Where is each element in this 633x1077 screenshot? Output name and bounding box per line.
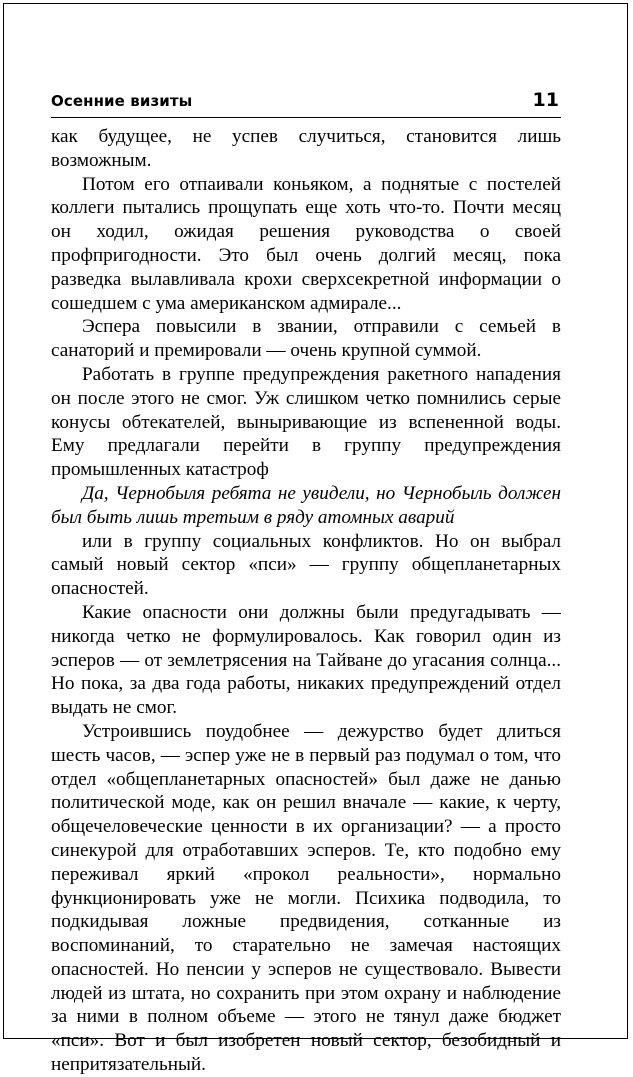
paragraph-3: Эспера повысили в звании, отправили с семьей в санаторий и премировали — очень крупной суммой.	[51, 316, 561, 362]
paragraph-5-italic: Да, Чернобыля ребята не увидели, но Чернобыль должен был быть лишь третьим в ряду атомных аварий	[51, 482, 561, 528]
running-head	[51, 90, 561, 116]
paragraph-6: или в группу социальных конфликтов. Но он выбрал самый новый сектор «пси» — группу общепланетарных опасностей.	[51, 530, 561, 600]
paragraph-2: Потом его отпаивали коньяком, а поднятые с постелей коллеги пытались прощупать еще хоть что-то. Почти месяц он ходил, ожидая решения руководства о своей профпригодности. Это был очень долгий месяц, пока разведка вылавливала крохи сверхсекретной информации о сошедшем с ума американском адмирале...	[51, 173, 561, 314]
running-head-title: Осенние визиты	[51, 92, 193, 110]
page-number: 11	[532, 89, 559, 111]
text-body	[51, 125, 561, 1077]
paragraph-7: Какие опасности они должны были предугадывать — никогда четко не формулировалось. Как говорил один из эсперов — от землетрясения на Тайване до угасания солнца... Но пока, за два года работы, никаких предупреждений отдел выдать не смог.	[51, 601, 561, 719]
paragraph-1: как будущее, не успев случиться, становится лишь возможным.	[51, 126, 561, 171]
paragraph-8: Устроившись поудобнее — дежурство будет длиться шесть часов, — эспер уже не в первый раз подумал о том, что отдел «общепланетарных опасностей» был даже не данью политической моде, как он решил вначале — какие, к черту, общечеловеческие ценности в их организации? — а просто синекурой для отработавших эсперов. Те, кто подобно ему переживал яркий «прокол реальности», нормально функционировать уже не могли. Психика подводила, то подкидывая ложные предвидения, сотканные из воспоминаний, то старательно не замечая настоящих опасностей. Но пенсии у эсперов не существовало. Вывести людей из штата, но сохранить при этом охрану и наблюдение за ними в полном объеме — этого не тянул даже бюджет «пси». Вот и был изобретен новый сектор, безобидный и непритязательный.	[51, 720, 561, 1076]
paragraph-4: Работать в группе предупреждения ракетного нападения он после этого не смог. Уж слишком четко помнились серые конусы обтекателей, выныривающие из вспененной воды. Ему предлагали перейти в группу предупреждения промышленных катастроф	[51, 363, 561, 481]
header-rule	[51, 117, 561, 118]
